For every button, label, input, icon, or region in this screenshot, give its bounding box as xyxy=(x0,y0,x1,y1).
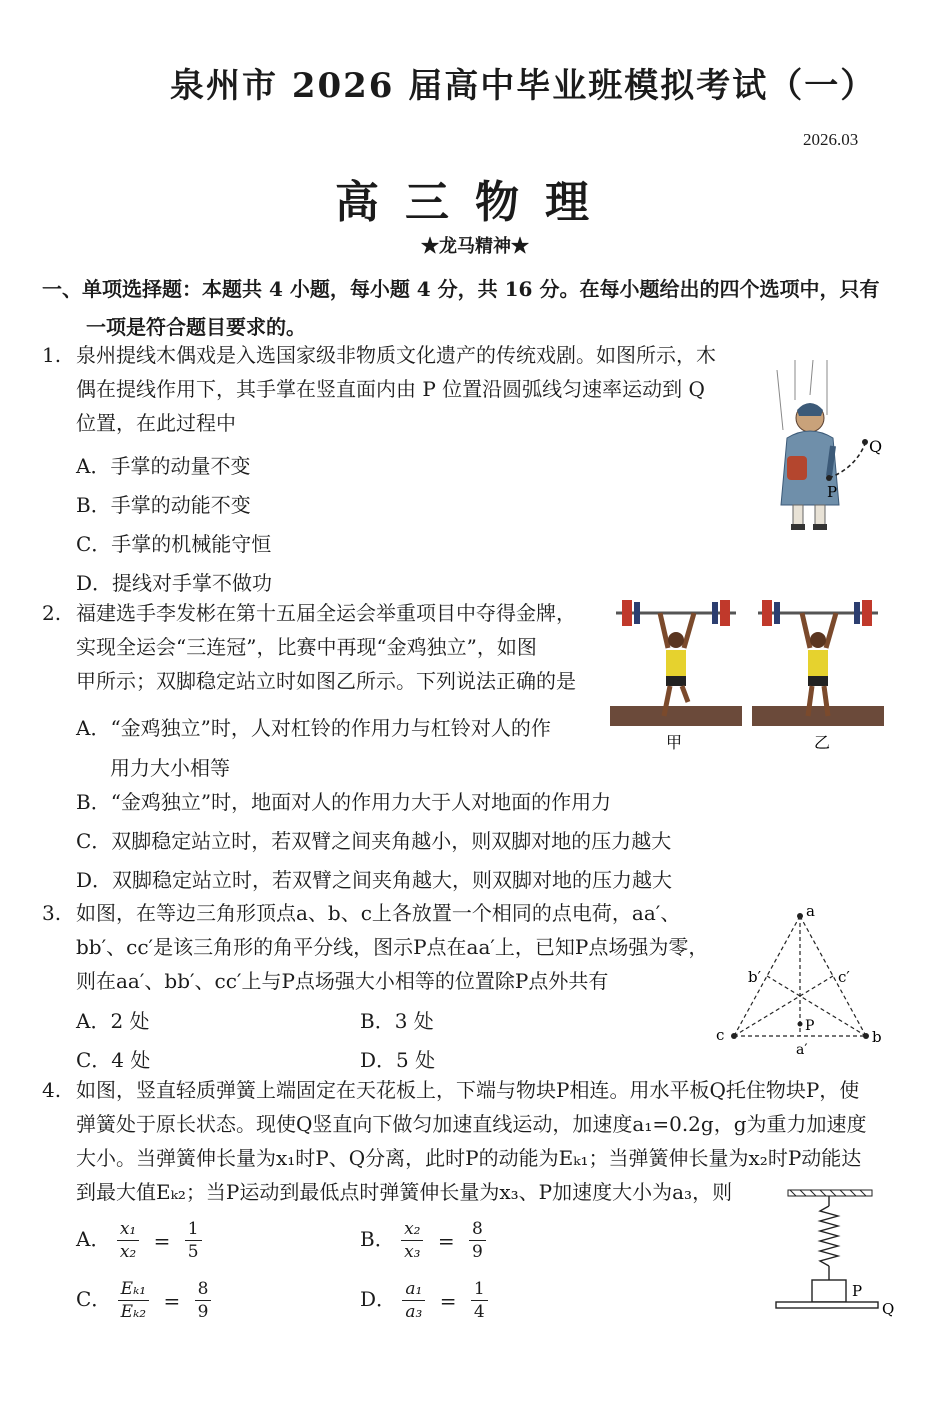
q4-option-b: B． $\frac{\text{x₂}}{\text{x₃}}$ = $\frac{8}{9}$ xyxy=(360,1218,486,1263)
q1-option-a: A．手掌的动量不变 xyxy=(76,454,251,478)
weightlifter-figures xyxy=(608,596,888,756)
weightlifter-figure-jia xyxy=(610,600,742,726)
puppet-figure xyxy=(765,360,895,540)
block-p xyxy=(812,1280,846,1302)
exam-date: 2026.03 xyxy=(803,130,859,149)
q4-option-a: A． $\frac{\text{x₁}}{\text{x₂}}$ = $\frac{1}{5}$ xyxy=(76,1218,202,1263)
q3-option-d: D．5 处 xyxy=(360,1048,436,1072)
label-b: b xyxy=(872,1028,882,1046)
question-4-stem: 如图，竖直轻质弹簧上端固定在天花板上，下端与物块P相连。用水平板Q托住物块P，使 弹簧处于原长状态。现使Q竖直向下做匀加速直线运动，加速度a₁=0.2g，g为重力加速度 大小。当弹簧伸长量为x₁时P、Q分离，此时P的动能为Eₖ₁；当弹簧伸长量为x₂时P动能达 到最大值Eₖ₂；当P运动到最低点时弹簧伸长量为x₃、P加速度大小为a₃，则 xyxy=(76,1078,867,1204)
label-a-prime: a′ xyxy=(796,1042,808,1058)
question-1-stem: 泉州提线木偶戏是入选国家级非物质文化遗产的传统戏剧。如图所示，木 偶在提线作用下，其手掌在竖直面内由 P 位置沿圆弧线匀速率运动到 Q 位置，在此过程中 xyxy=(76,343,716,435)
q2-option-b: B．“金鸡独立”时，地面对人的作用力大于人对地面的作用力 xyxy=(76,790,612,814)
q4-option-c: C． $\frac{\text{Eₖ₁}}{\text{Eₖ₂}}$ = $\frac{8}{9}$ xyxy=(76,1278,211,1323)
label-q: Q xyxy=(869,437,883,456)
triangle-figure xyxy=(712,900,892,1060)
q3-option-a: A．2 处 xyxy=(76,1009,150,1033)
label-c-prime: c′ xyxy=(838,968,850,986)
page-title: 高三物理 xyxy=(335,177,615,228)
q4-option-d: D． $\frac{\text{a₁}}{\text{a₃}}$ = $\frac{1}{4}$ xyxy=(360,1278,488,1323)
q2-option-c: C．双脚稳定站立时，若双臂之间夹角越小，则双脚对地的压力越大 xyxy=(76,829,672,853)
q3-option-b: B．3 处 xyxy=(360,1009,434,1033)
label-c: c xyxy=(716,1026,725,1044)
q4-cropped-row xyxy=(76,1278,596,1322)
section-heading: 一、单项选择题：本题共 4 小题，每小题 4 分，共 16 分。在每小题给出的四个选项中，只有 一项是符合题目要求的。 xyxy=(42,277,880,339)
question-2: 2. 福建选手李发彬在第十五届全运会举重项目中夺得金牌， 实现全运会“三连冠”，比赛中再现“金鸡独立”，如图 甲所示；双脚稳定站立时如图乙所示。下列说法正确的是 xyxy=(42,596,612,698)
question-1: 1. 泉州提线木偶戏是入选国家级非物质文化遗产的传统戏剧。如图所示，木 偶在提线作用下，其手掌在竖直面内由 P 位置沿圆弧线匀速率运动到 Q 位置，在此过程中 xyxy=(42,338,762,440)
q1-option-d: D．提线对手掌不做功 xyxy=(76,571,273,595)
board-q xyxy=(776,1302,878,1308)
q2-option-d: D．双脚稳定站立时，若双臂之间夹角越大，则双脚对地的压力越大 xyxy=(76,868,673,892)
question-3-stem: 如图，在等边三角形顶点a、b、c上各放置一个相同的点电荷，aa′、 bb′、cc′是该三角形的角平分线，图示P点在aa′上，已知P点场强为零， 则在aa′、bb′、cc′上与P点场强大小相等的位置除P点外共有 xyxy=(76,901,709,993)
q1-option-c: C．手掌的机械能守恒 xyxy=(76,532,272,556)
label-p: P xyxy=(852,1282,863,1300)
label-p: P xyxy=(805,1018,815,1034)
question-4: 4. 如图，竖直轻质弹簧上端固定在天花板上，下端与物块P相连。用水平板Q托住物块P，使 弹簧处于原长状态。现使Q竖直向下做匀加速直线运动，加速度a₁=0.2g，g为重力加速度 大小。当弹簧伸长量为x₁时P、Q分离，此时P的动能为Eₖ₁；当弹簧伸长量为x₂时P动能达 到最大值Eₖ₂；当P运动到最低点时弹簧伸长量为x₃、P加速度大小为a₃，则 xyxy=(42,1073,912,1209)
question-2-stem: 福建选手李发彬在第十五届全运会举重项目中夺得金牌， 实现全运会“三连冠”，比赛中再现“金鸡独立”，如图 甲所示；双脚稳定站立时如图乙所示。下列说法正确的是 xyxy=(76,601,576,693)
motto: ★龙马精神★ xyxy=(421,236,529,257)
caption-jia: 甲 xyxy=(666,733,683,752)
label-q: Q xyxy=(882,1300,895,1318)
label-p: P xyxy=(827,483,838,501)
q2-option-a: A．“金鸡独立”时，人对杠铃的作用力与杠铃对人的作 用力大小相等 xyxy=(76,716,551,780)
question-3: 3. 如图，在等边三角形顶点a、b、c上各放置一个相同的点电荷，aa′、 bb′、cc′是该三角形的角平分线，图示P点在aa′上，已知P点场强为零， 则在aa′、bb′、cc′上与P点场强大小相等的位置除P点外共有 xyxy=(42,896,722,998)
caption-yi: 乙 xyxy=(814,733,831,752)
q3-option-c: C．4 处 xyxy=(76,1048,151,1072)
point-q xyxy=(862,439,868,445)
q1-option-b: B．手掌的动能不变 xyxy=(76,493,251,517)
exam-header: 泉州市 2026 届高中毕业班模拟考试（一） xyxy=(170,66,877,106)
point-p xyxy=(798,1022,803,1027)
spring-figure xyxy=(772,1186,902,1318)
weightlifter-figure-yi xyxy=(752,600,884,726)
label-a: a xyxy=(806,902,815,920)
label-b-prime: b′ xyxy=(748,968,762,986)
